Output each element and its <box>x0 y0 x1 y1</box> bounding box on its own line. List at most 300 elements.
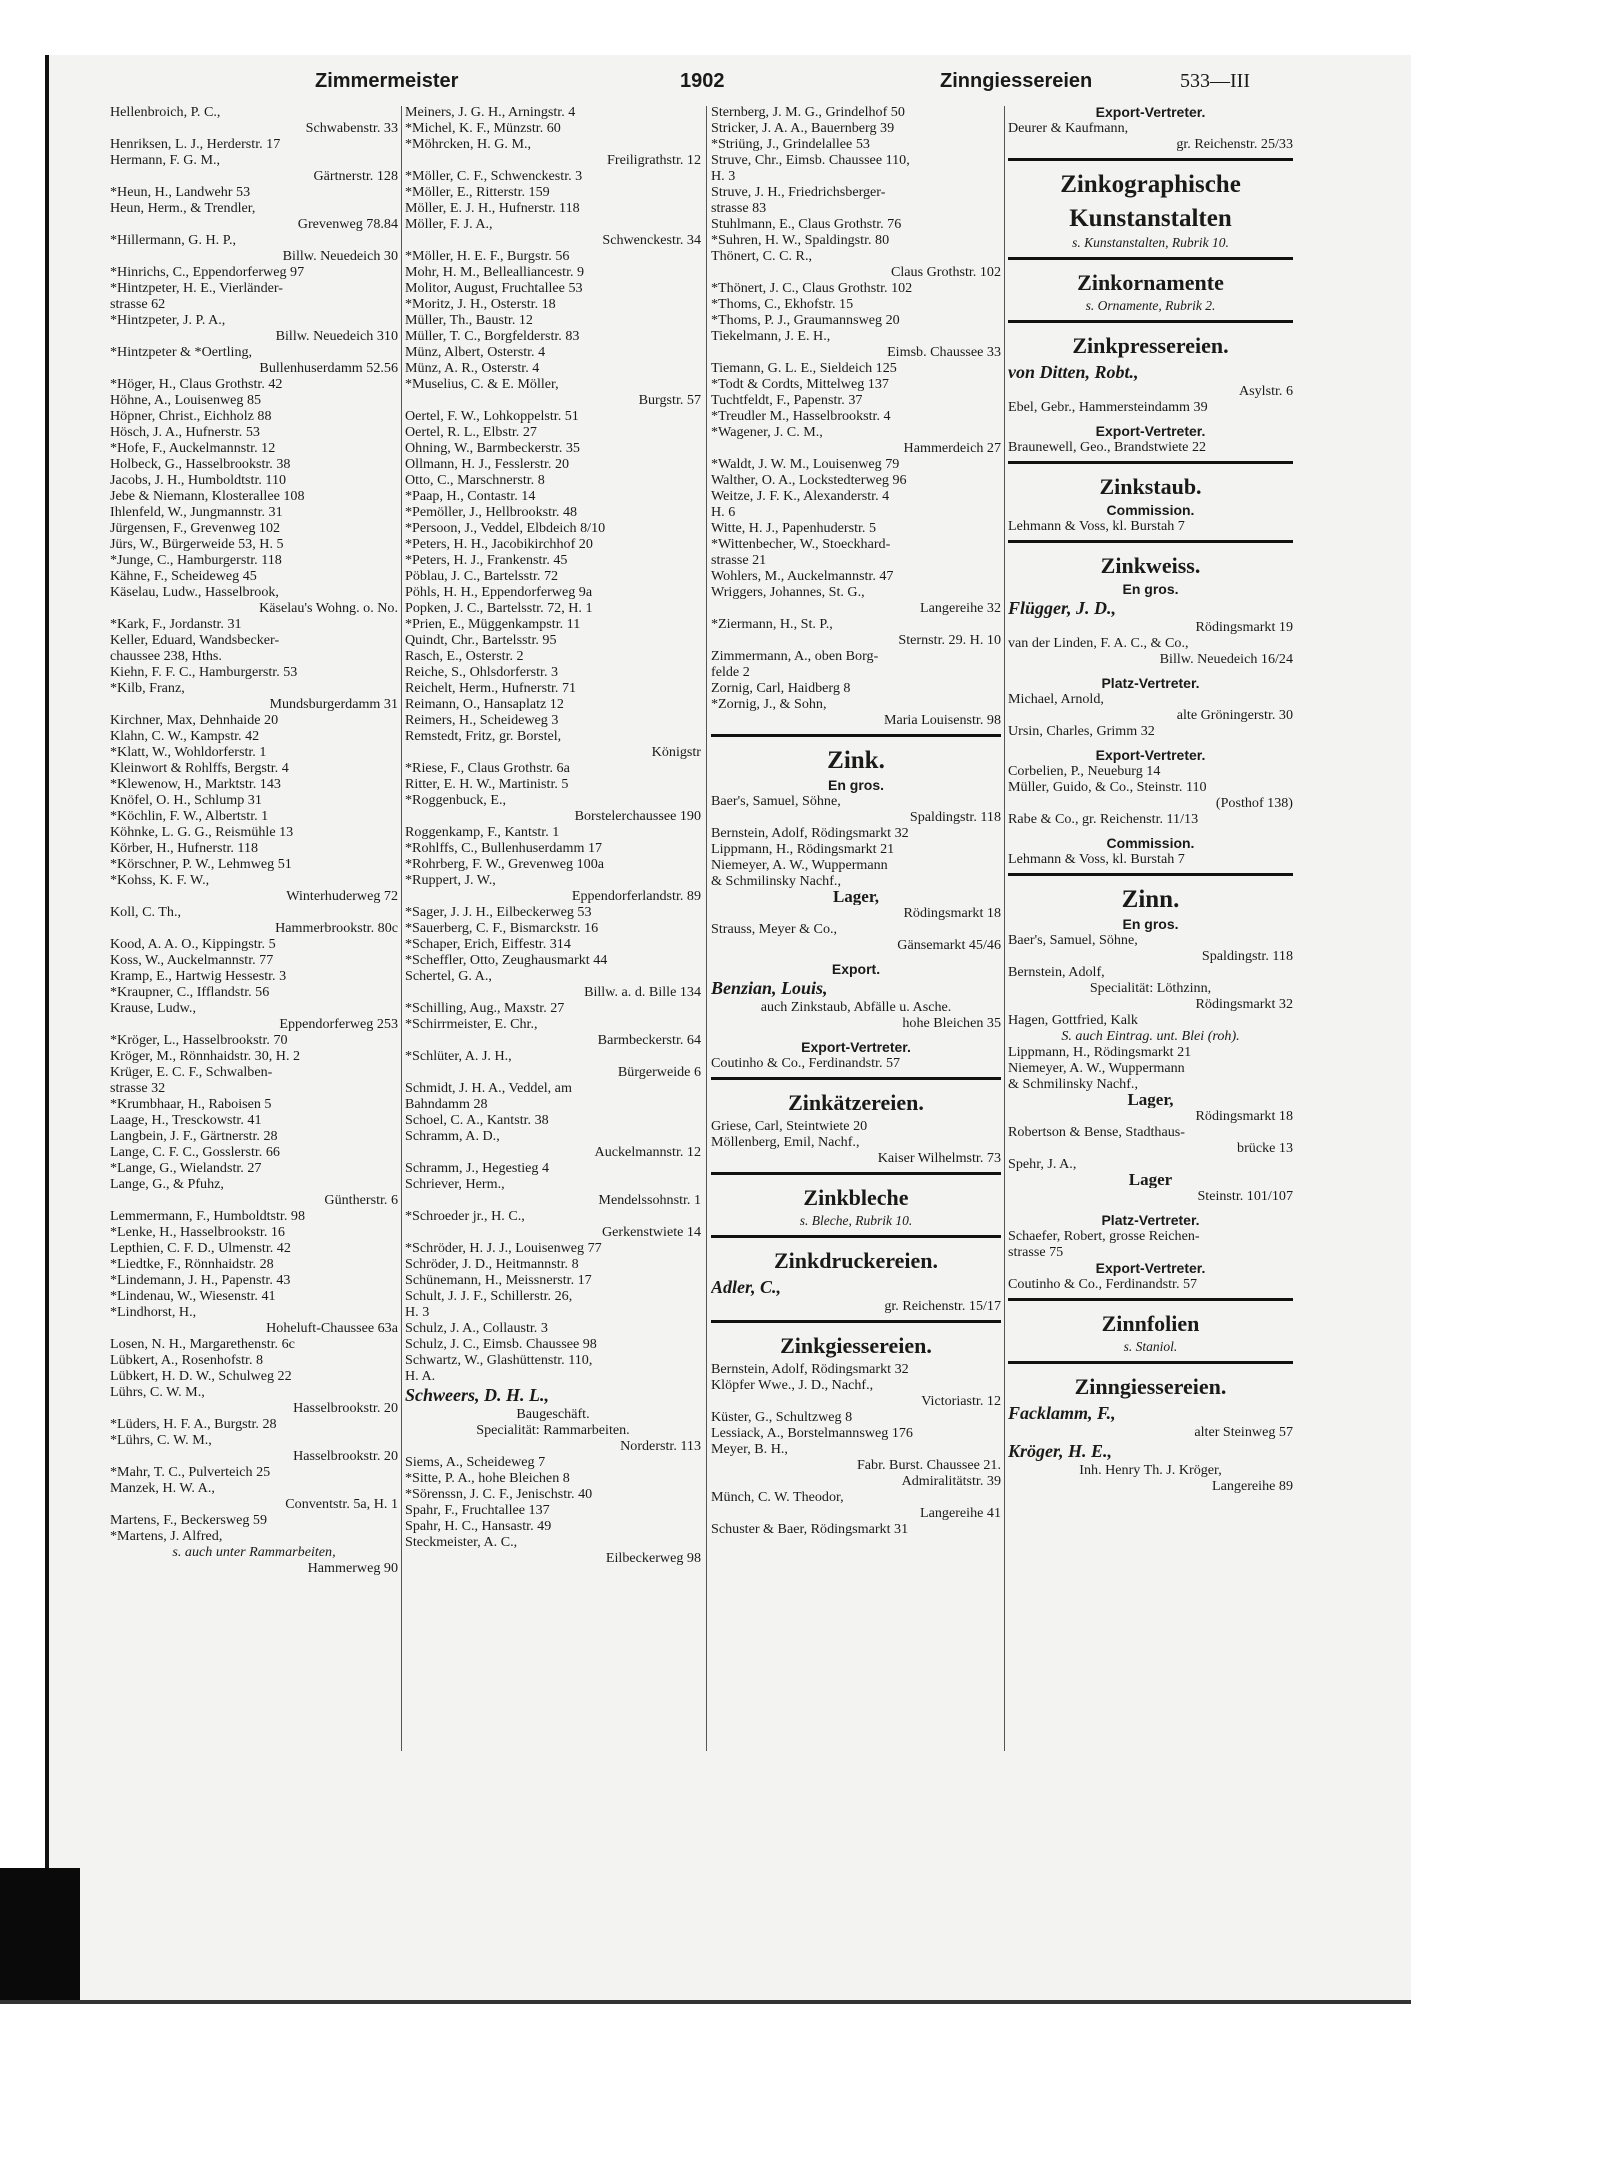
directory-entry: Strauss, Meyer & Co., <box>711 921 838 937</box>
directory-entry: Schwartz, W., Glashüttenstr. 110, <box>405 1352 593 1368</box>
directory-entry: Eppendorferweg 253 <box>279 1016 398 1032</box>
directory-entry: *Lenke, H., Hasselbrookstr. 16 <box>110 1224 285 1240</box>
directory-entry: Losen, N. H., Margarethenstr. 6c <box>110 1336 295 1352</box>
directory-entry: Grevenweg 78.84 <box>297 216 398 232</box>
directory-entry: strasse 83 <box>711 200 767 216</box>
directory-entry: Stricker, J. A. A., Bauernberg 39 <box>711 120 895 136</box>
directory-entry: Jebe & Niemann, Klosterallee 108 <box>110 488 305 504</box>
spacer <box>1008 739 1293 747</box>
directory-entry: H. A. <box>405 1368 436 1384</box>
directory-entry: Lippmann, H., Rödingsmarkt 21 <box>1008 1044 1192 1060</box>
featured-firm-name: Kröger, H. E., <box>1008 1441 1113 1461</box>
directory-entry: hohe Bleichen 35 <box>902 1015 1001 1031</box>
directory-entry: Struve, Chr., Eimsb. Chaussee 110, <box>711 152 910 168</box>
directory-entry: Hoheluft-Chaussee 63a <box>266 1320 398 1336</box>
directory-entry: *Peters, H. J., Frankenstr. 45 <box>405 552 568 568</box>
subsection-label: Commission. <box>1106 835 1195 851</box>
directory-entry: *Kohss, K. F. W., <box>110 872 210 888</box>
section-divider <box>1008 540 1293 543</box>
directory-entry: Rödingsmarkt 18 <box>903 905 1001 921</box>
directory-entry: Maria Louisenstr. 98 <box>883 712 1001 728</box>
subsection-label: En gros. <box>1122 581 1179 597</box>
directory-entry: *Sitte, P. A., hohe Bleichen 8 <box>405 1470 570 1486</box>
section-divider <box>711 1320 1001 1323</box>
cross-reference: s. Bleche, Rubrik 10. <box>799 1213 913 1228</box>
directory-entry: s. auch unter Rammarbeiten, <box>172 1544 336 1560</box>
directory-entry: Mohr, H. M., Bellealliancestr. 9 <box>405 264 585 280</box>
directory-entry: Langbein, J. F., Gärtnerstr. 28 <box>110 1128 278 1144</box>
directory-entry: auch Zinkstaub, Abfälle u. Asche. <box>760 999 952 1015</box>
directory-entry: Schramm, J., Hegestieg 4 <box>405 1160 550 1176</box>
directory-entry: Ritter, E. H. W., Martinistr. 5 <box>405 776 569 792</box>
directory-entry: Steinstr. 101/107 <box>1197 1188 1293 1204</box>
directory-entry: Witte, H. J., Papenhuderstr. 5 <box>711 520 877 536</box>
subsection-label: En gros. <box>1122 916 1179 932</box>
directory-entry: *Schröder, H. J. J., Louisenweg 77 <box>405 1240 602 1256</box>
directory-entry: Meyer, B. H., <box>711 1441 788 1457</box>
directory-entry: *Hofe, F., Auckelmannstr. 12 <box>110 440 276 456</box>
subsection-label: Export-Vertreter. <box>1095 747 1206 763</box>
directory-entry: Schulz, J. C., Eimsb. Chaussee 98 <box>405 1336 597 1352</box>
directory-entry: Rödingsmarkt 32 <box>1195 996 1293 1012</box>
directory-entry: Langereihe 32 <box>920 600 1001 616</box>
spacer <box>1008 1204 1293 1212</box>
subsection-label: Export-Vertreter. <box>1095 1260 1206 1276</box>
directory-entry: *Rohrberg, F. W., Grevenweg 100a <box>405 856 605 872</box>
directory-entry: *Lindhorst, H., <box>110 1304 197 1320</box>
spacer <box>1008 667 1293 675</box>
directory-entry: Münz, Albert, Osterstr. 4 <box>405 344 546 360</box>
directory-entry: Reimann, O., Hansaplatz 12 <box>405 696 564 712</box>
directory-entry: Steckmeister, A. C., <box>405 1534 518 1550</box>
directory-entry: Baer's, Samuel, Söhne, <box>711 793 841 809</box>
directory-entry: brücke 13 <box>1237 1140 1293 1156</box>
directory-entry: & Schmilinsky Nachf., <box>711 873 841 889</box>
scan-bottom-edge <box>0 2000 1411 2004</box>
directory-entry: Lübkert, A., Rosenhofstr. 8 <box>110 1352 264 1368</box>
directory-entry: Asylstr. 6 <box>1238 383 1293 399</box>
directory-entry: Niemeyer, A. W., Wuppermann <box>1008 1060 1185 1076</box>
spacer <box>711 1031 1001 1039</box>
directory-entry: Lager <box>1128 1172 1173 1188</box>
directory-entry: Knöfel, O. H., Schlump 31 <box>110 792 262 808</box>
directory-entry: Heun, Herm., & Trendler, <box>110 200 256 216</box>
directory-entry: Jürgensen, F., Grevenweg 102 <box>110 520 281 536</box>
directory-entry: *Thoms, C., Ekhofstr. 15 <box>711 296 854 312</box>
directory-entry: strasse 21 <box>711 552 767 568</box>
section-divider <box>711 734 1001 737</box>
directory-entry: *Klewenow, H., Marktstr. 143 <box>110 776 281 792</box>
directory-entry: *Mahr, T. C., Pulverteich 25 <box>110 1464 271 1480</box>
directory-entry: Eimsb. Chaussee 33 <box>887 344 1001 360</box>
directory-entry: Braunewell, Geo., Brandstwiete 22 <box>1008 439 1207 455</box>
directory-entry: Meiners, J. G. H., Arningstr. 4 <box>405 104 576 120</box>
directory-entry: Körber, H., Hufnerstr. 118 <box>110 840 259 856</box>
directory-entry: *Martens, J. Alfred, <box>110 1528 223 1544</box>
directory-entry: Hellenbroich, P. C., <box>110 104 221 120</box>
directory-entry: Spahr, F., Fruchtallee 137 <box>405 1502 550 1518</box>
directory-entry: van der Linden, F. A. C., & Co., <box>1008 635 1189 651</box>
directory-entry: Müller, Guido, & Co., Steinstr. 110 <box>1008 779 1207 795</box>
cross-reference: s. Staniol. <box>1123 1339 1178 1354</box>
directory-entry: Schwenckestr. 34 <box>602 232 701 248</box>
directory-entry: Krüger, E. C. F., Schwalben- <box>110 1064 273 1080</box>
directory-entry: *Wittenbecher, W., Stoeckhard- <box>711 536 891 552</box>
directory-entry: *Treudler M., Hasselbrookstr. 4 <box>711 408 891 424</box>
directory-entry: *Thönert, J. C., Claus Grothstr. 102 <box>711 280 913 296</box>
page-header <box>60 70 1350 100</box>
directory-entry: *Lührs, C. W. M., <box>110 1432 212 1448</box>
directory-entry: *Höger, H., Claus Grothstr. 42 <box>110 376 283 392</box>
directory-entry: Schaefer, Robert, grosse Reichen- <box>1008 1228 1200 1244</box>
directory-entry: Oertel, R. L., Elbstr. 27 <box>405 424 537 440</box>
directory-entry: Eilbeckerweg 98 <box>605 1550 701 1566</box>
directory-entry: *Kraupner, C., Ifflandstr. 56 <box>110 984 270 1000</box>
directory-entry: Ursin, Charles, Grimm 32 <box>1008 723 1155 739</box>
section-heading: Zinkgiessereien. <box>780 1333 932 1358</box>
directory-entry: *Muselius, C. & E. Möller, <box>405 376 559 392</box>
subsection-label: Export-Vertreter. <box>1095 423 1206 439</box>
directory-entry: *Riese, F., Claus Grothstr. 6a <box>405 760 570 776</box>
directory-entry: Billw. Neuedeich 310 <box>275 328 398 344</box>
header-right-title: Zinngiessereien <box>940 70 1093 92</box>
header-year: 1902 <box>680 70 725 92</box>
directory-entry: Münz, A. R., Osterstr. 4 <box>405 360 540 376</box>
directory-entry: Holbeck, G., Hasselbrookstr. 38 <box>110 456 291 472</box>
featured-firm-name: Adler, C., <box>711 1277 782 1297</box>
directory-entry: Lange, C. F. C., Gosslerstr. 66 <box>110 1144 280 1160</box>
directory-entry: chaussee 238, Hths. <box>110 648 222 664</box>
directory-entry: Popken, J. C., Bartelsstr. 72, H. 1 <box>405 600 593 616</box>
directory-entry: Spaldingstr. 118 <box>1201 948 1293 964</box>
directory-entry: Tuchtfeldt, F., Papenstr. 37 <box>711 392 863 408</box>
directory-entry: *Hintzpeter & *Oertling, <box>110 344 253 360</box>
directory-column-2 <box>405 104 701 1566</box>
directory-entry: Bahndamm 28 <box>405 1096 488 1112</box>
directory-entry: Bullenhuserdamm 52.56 <box>259 360 398 376</box>
section-heading: Kunstanstalten <box>1069 205 1232 232</box>
directory-entry: felde 2 <box>711 664 750 680</box>
subsection-label: Platz-Vertreter. <box>1101 675 1200 691</box>
directory-entry: *Möhrcken, H. G. M., <box>405 136 532 152</box>
directory-entry: Reichelt, Herm., Hufnerstr. 71 <box>405 680 577 696</box>
spacer <box>1008 415 1293 423</box>
directory-entry: Müller, T. C., Borgfelderstr. 83 <box>405 328 580 344</box>
directory-entry: Langereihe 41 <box>920 1505 1001 1521</box>
spacer <box>1008 827 1293 835</box>
directory-entry: Zimmermann, A., oben Borg- <box>711 648 879 664</box>
cross-reference: s. Kunstanstalten, Rubrik 10. <box>1072 235 1229 250</box>
directory-entry: Winterhuderweg 72 <box>286 888 398 904</box>
section-heading: Zinn. <box>1121 886 1180 913</box>
section-divider <box>1008 461 1293 464</box>
featured-firm-name: Schweers, D. H. L., <box>405 1385 549 1405</box>
directory-entry: *Schlüter, A. J. H., <box>405 1048 512 1064</box>
directory-entry: Billw. a. d. Bille 134 <box>584 984 701 1000</box>
directory-entry: Schramm, A. D., <box>405 1128 500 1144</box>
scan-dark-corner <box>0 1868 80 2002</box>
directory-entry: Bürgerweide 6 <box>617 1064 701 1080</box>
directory-entry: *Klatt, W., Wohldorferstr. 1 <box>110 744 267 760</box>
directory-entry: *Lüders, H. F. A., Burgstr. 28 <box>110 1416 277 1432</box>
directory-entry: Conventstr. 5a, H. 1 <box>285 1496 398 1512</box>
directory-entry: Ohning, W., Barmbeckerstr. 35 <box>405 440 580 456</box>
directory-entry: strasse 32 <box>110 1080 166 1096</box>
directory-entry: strasse 62 <box>110 296 166 312</box>
directory-entry: Walther, O. A., Lockstedterweg 96 <box>711 472 907 488</box>
directory-entry: *Michel, K. F., Münzstr. 60 <box>405 120 561 136</box>
directory-entry: Lippmann, H., Rödingsmarkt 21 <box>711 841 895 857</box>
directory-entry: Thönert, C. C. R., <box>711 248 813 264</box>
directory-entry: Baer's, Samuel, Söhne, <box>1008 932 1138 948</box>
section-heading: Zinngiessereien. <box>1074 1374 1227 1399</box>
directory-entry: Bernstein, Adolf, Rödingsmarkt 32 <box>711 825 909 841</box>
section-divider <box>711 1077 1001 1080</box>
directory-entry: Koll, C. Th., <box>110 904 181 920</box>
directory-entry: H. 3 <box>711 168 736 184</box>
directory-entry: Reimers, H., Scheideweg 3 <box>405 712 559 728</box>
directory-entry: *Todt & Cordts, Mittelweg 137 <box>711 376 889 392</box>
directory-entry: Robertson & Bense, Stadthaus- <box>1008 1124 1185 1140</box>
directory-entry: Gerkenstwiete 14 <box>601 1224 701 1240</box>
directory-entry: Norderstr. 113 <box>620 1438 701 1454</box>
directory-entry: Weitze, J. F. K., Alexanderstr. 4 <box>711 488 890 504</box>
directory-entry: *Möller, C. F., Schwenckestr. 3 <box>405 168 583 184</box>
directory-entry: Corbelien, P., Neueburg 14 <box>1008 763 1161 779</box>
directory-entry: Lemmermann, F., Humboldtstr. 98 <box>110 1208 305 1224</box>
directory-entry: Schertel, G. A., <box>405 968 492 984</box>
directory-entry: Schwabenstr. 33 <box>305 120 398 136</box>
directory-entry: Billw. Neuedeich 30 <box>282 248 398 264</box>
directory-entry: H. 6 <box>711 504 736 520</box>
directory-entry: Specialität: Löthzinn, <box>1089 980 1212 996</box>
directory-entry: Quindt, Chr., Bartelsstr. 95 <box>405 632 557 648</box>
directory-entry: Auckelmannstr. 12 <box>594 1144 701 1160</box>
directory-entry: Käselau, Ludw., Hasselbrook, <box>110 584 279 600</box>
section-heading: Zinkstaub. <box>1099 474 1202 499</box>
section-divider <box>1008 1361 1293 1364</box>
directory-entry: Hösch, J. A., Hufnerstr. 53 <box>110 424 260 440</box>
directory-entry: Schuster & Baer, Rödingsmarkt 31 <box>711 1521 909 1537</box>
directory-entry: *Hintzpeter, H. E., Vierländer- <box>110 280 283 296</box>
directory-entry: Hagen, Gottfried, Kalk <box>1008 1012 1138 1028</box>
directory-entry: Oertel, F. W., Lohkoppelstr. 51 <box>405 408 579 424</box>
directory-entry: Fabr. Burst. Chaussee 21. <box>856 1457 1001 1473</box>
directory-entry: *Kark, F., Jordanstr. 31 <box>110 616 242 632</box>
directory-entry: *Prien, E., Müggenkampstr. 11 <box>405 616 581 632</box>
subsection-label: Export. <box>831 961 881 977</box>
directory-entry: *Schaper, Erich, Eiffestr. 314 <box>405 936 571 952</box>
directory-entry: Lehmann & Voss, kl. Burstah 7 <box>1008 518 1185 534</box>
directory-entry: Koss, W., Auckelmannstr. 77 <box>110 952 274 968</box>
directory-entry: Victoriastr. 12 <box>921 1393 1001 1409</box>
directory-entry: Claus Grothstr. 102 <box>890 264 1001 280</box>
directory-entry: Möllenberg, Emil, Nachf., <box>711 1134 860 1150</box>
directory-entry: Admiralitätstr. 39 <box>901 1473 1001 1489</box>
directory-entry: alte Gröningerstr. 30 <box>1176 707 1293 723</box>
directory-entry: Gänsemarkt 45/46 <box>897 937 1001 953</box>
directory-entry: Hammerdeich 27 <box>903 440 1001 456</box>
section-heading: Zinkdruckereien. <box>773 1248 938 1273</box>
directory-entry: Kähne, F., Scheideweg 45 <box>110 568 257 584</box>
directory-entry: Roggenkamp, F., Kantstr. 1 <box>405 824 560 840</box>
directory-entry: Spaldingstr. 118 <box>909 809 1001 825</box>
directory-entry: *Möller, H. E. F., Burgstr. 56 <box>405 248 570 264</box>
section-divider <box>711 1172 1001 1175</box>
directory-entry: Lager, <box>1127 1092 1174 1108</box>
directory-entry: Müller, Th., Baustr. 12 <box>405 312 533 328</box>
directory-entry: Niemeyer, A. W., Wuppermann <box>711 857 888 873</box>
directory-entry: Mendelssohnstr. 1 <box>598 1192 701 1208</box>
directory-entry: Specialität: Rammarbeiten. <box>476 1422 630 1438</box>
directory-entry: Küster, G., Schultzweg 8 <box>711 1409 853 1425</box>
directory-entry: Münch, C. W. Theodor, <box>711 1489 844 1505</box>
directory-entry: Borstelerchaussee 190 <box>574 808 701 824</box>
directory-entry: Schünemann, H., Meissnerstr. 17 <box>405 1272 592 1288</box>
subsection-label: Export-Vertreter. <box>1095 104 1206 120</box>
featured-firm-name: von Ditten, Robt., <box>1008 362 1139 382</box>
directory-entry: Ollmann, H. J., Fesslerstr. 20 <box>405 456 570 472</box>
directory-entry: Remstedt, Fritz, gr. Borstel, <box>405 728 562 744</box>
directory-entry: *Moritz, J. H., Osterstr. 18 <box>405 296 556 312</box>
directory-entry: Jürs, W., Bürgerweide 53, H. 5 <box>110 536 284 552</box>
directory-entry: Baugeschäft. <box>516 1406 590 1422</box>
section-divider <box>1008 320 1293 323</box>
directory-entry: *Hillermann, G. H. P., <box>110 232 237 248</box>
directory-entry: Hammerbrookstr. 80c <box>275 920 398 936</box>
section-divider <box>1008 257 1293 260</box>
directory-entry: Stuhlmann, E., Claus Grothstr. 76 <box>711 216 902 232</box>
directory-entry: Sternstr. 29. H. 10 <box>898 632 1001 648</box>
directory-entry: Tiekelmann, J. E. H., <box>711 328 831 344</box>
directory-entry: *Kröger, L., Hasselbrookstr. 70 <box>110 1032 288 1048</box>
directory-entry: Höhne, A., Louisenweg 85 <box>110 392 262 408</box>
spacer <box>711 953 1001 961</box>
directory-entry: Manzek, H. W. A., <box>110 1480 215 1496</box>
directory-entry: H. 3 <box>405 1304 430 1320</box>
directory-entry: Königstr <box>651 744 701 760</box>
directory-entry: *Köchlin, F. W., Albertstr. 1 <box>110 808 269 824</box>
directory-entry: *Peters, H. H., Jacobikirchhof 20 <box>405 536 593 552</box>
directory-entry: Griese, Carl, Steintwiete 20 <box>711 1118 868 1134</box>
directory-entry: gr. Reichenstr. 25/33 <box>1176 136 1293 152</box>
directory-column-3 <box>711 104 1001 1537</box>
directory-entry: Schulz, J. A., Collaustr. 3 <box>405 1320 548 1336</box>
section-divider <box>1008 873 1293 876</box>
directory-column-4 <box>1008 104 1293 1494</box>
directory-entry: *Paap, H., Contastr. 14 <box>405 488 536 504</box>
directory-entry: Rasch, E., Osterstr. 2 <box>405 648 524 664</box>
directory-entry: *Thoms, P. J., Graumannsweg 20 <box>711 312 900 328</box>
directory-entry: *Körschner, P. W., Lehmweg 51 <box>110 856 292 872</box>
directory-entry: Siems, A., Scheideweg 7 <box>405 1454 546 1470</box>
directory-entry: Coutinho & Co., Ferdinandstr. 57 <box>711 1055 901 1071</box>
directory-entry: Coutinho & Co., Ferdinandstr. 57 <box>1008 1276 1198 1292</box>
page-number: 533—III <box>1180 70 1250 92</box>
directory-entry: Rabe & Co., gr. Reichenstr. 11/13 <box>1008 811 1199 827</box>
section-divider <box>1008 158 1293 161</box>
directory-entry: Lager, <box>832 889 880 905</box>
directory-entry: Martens, F., Beckersweg 59 <box>110 1512 267 1528</box>
section-heading: Zinkätzereien. <box>788 1090 924 1115</box>
directory-entry: *Krumbhaar, H., Raboisen 5 <box>110 1096 272 1112</box>
directory-entry: & Schmilinsky Nachf., <box>1008 1076 1138 1092</box>
directory-entry: Schriever, Herm., <box>405 1176 505 1192</box>
directory-entry: Laage, H., Tresckowstr. 41 <box>110 1112 262 1128</box>
directory-entry: Hasselbrookstr. 20 <box>293 1448 398 1464</box>
directory-entry: S. auch Eintrag. unt. Blei (roh). <box>1061 1028 1240 1044</box>
directory-entry: Schröder, J. D., Heitmannstr. 8 <box>405 1256 579 1272</box>
directory-entry: Keller, Eduard, Wandsbecker- <box>110 632 280 648</box>
section-heading: Zinkpressereien. <box>1072 333 1229 358</box>
directory-entry: *Sörenssn, J. C. F., Jenischstr. 40 <box>405 1486 593 1502</box>
directory-entry: Hasselbrookstr. 20 <box>293 1400 398 1416</box>
directory-entry: Schmidt, J. H. A., Veddel, am <box>405 1080 572 1096</box>
subsection-label: Platz-Vertreter. <box>1101 1212 1200 1228</box>
directory-entry: Struve, J. H., Friedrichsberger- <box>711 184 886 200</box>
directory-entry: Lange, G., & Pfuhz, <box>110 1176 224 1192</box>
directory-column-1 <box>110 104 398 1576</box>
directory-entry: *Scheffler, Otto, Zeughausmarkt 44 <box>405 952 608 968</box>
directory-entry: Barmbeckerstr. 64 <box>597 1032 701 1048</box>
directory-entry: *Striüng, J., Grindelallee 53 <box>711 136 870 152</box>
directory-entry: *Junge, C., Hamburgerstr. 118 <box>110 552 282 568</box>
directory-entry: Schult, J. J. F., Schillerstr. 26, <box>405 1288 573 1304</box>
directory-entry: Ebel, Gebr., Hammersteindamm 39 <box>1008 399 1208 415</box>
subsection-label: Commission. <box>1106 502 1195 518</box>
directory-entry: *Hinrichs, C., Eppendorferweg 97 <box>110 264 305 280</box>
directory-entry: Güntherstr. 6 <box>324 1192 398 1208</box>
directory-entry: Spahr, H. C., Hansastr. 49 <box>405 1518 552 1534</box>
directory-entry: Sternberg, J. M. G., Grindelhof 50 <box>711 104 905 120</box>
section-heading: Zink. <box>827 747 885 774</box>
directory-entry: *Schirrmeister, E. Chr., <box>405 1016 538 1032</box>
directory-entry: Pöblau, J. C., Bartelsstr. 72 <box>405 568 559 584</box>
page-binding-edge <box>45 55 49 2001</box>
directory-entry: Zornig, Carl, Haidberg 8 <box>711 680 851 696</box>
section-heading: Zinkweiss. <box>1100 553 1201 578</box>
directory-entry: Tiemann, G. L. E., Sieldeich 125 <box>711 360 897 376</box>
directory-entry: Klöpfer Wwe., J. D., Nachf., <box>711 1377 874 1393</box>
directory-entry: *Heun, H., Landwehr 53 <box>110 184 251 200</box>
directory-entry: *Schroeder jr., H. C., <box>405 1208 525 1224</box>
directory-entry: *Sager, J. J. H., Eilbeckerweg 53 <box>405 904 592 920</box>
directory-entry: Mundsburgerdamm 31 <box>269 696 398 712</box>
subsection-label: En gros. <box>827 777 884 793</box>
directory-entry: Lührs, C. W. M., <box>110 1384 205 1400</box>
directory-entry: Inh. Henry Th. J. Kröger, <box>1079 1462 1222 1478</box>
directory-entry: gr. Reichenstr. 15/17 <box>884 1298 1001 1314</box>
directory-entry: Hermann, F. G. M., <box>110 152 221 168</box>
directory-entry: *Rohlffs, C., Bullenhuserdamm 17 <box>405 840 603 856</box>
directory-entry: Krause, Ludw., <box>110 1000 196 1016</box>
directory-entry: Klahn, C. W., Kampstr. 42 <box>110 728 260 744</box>
directory-entry: Lepthien, C. F. D., Ulmenstr. 42 <box>110 1240 291 1256</box>
directory-entry: (Posthof 138) <box>1215 795 1293 811</box>
directory-entry: Höpner, Christ., Eichholz 88 <box>110 408 272 424</box>
directory-entry: *Persoon, J., Veddel, Elbdeich 8/10 <box>405 520 606 536</box>
directory-entry: *Zornig, J., & Sohn, <box>711 696 827 712</box>
directory-entry: *Wagener, J. C. M., <box>711 424 823 440</box>
subsection-label: Export-Vertreter. <box>801 1039 911 1055</box>
directory-entry: Kramp, E., Hartwig Hessestr. 3 <box>110 968 287 984</box>
directory-entry: Ihlenfeld, W., Jungmannstr. 31 <box>110 504 283 520</box>
header-left-title: Zimmermeister <box>315 70 459 92</box>
directory-entry: Deurer & Kaufmann, <box>1008 120 1129 136</box>
directory-entry: Bernstein, Adolf, Rödingsmarkt 32 <box>711 1361 909 1377</box>
directory-entry: Rödingsmarkt 18 <box>1195 1108 1293 1124</box>
directory-entry: *Lindemann, J. H., Papenstr. 43 <box>110 1272 291 1288</box>
